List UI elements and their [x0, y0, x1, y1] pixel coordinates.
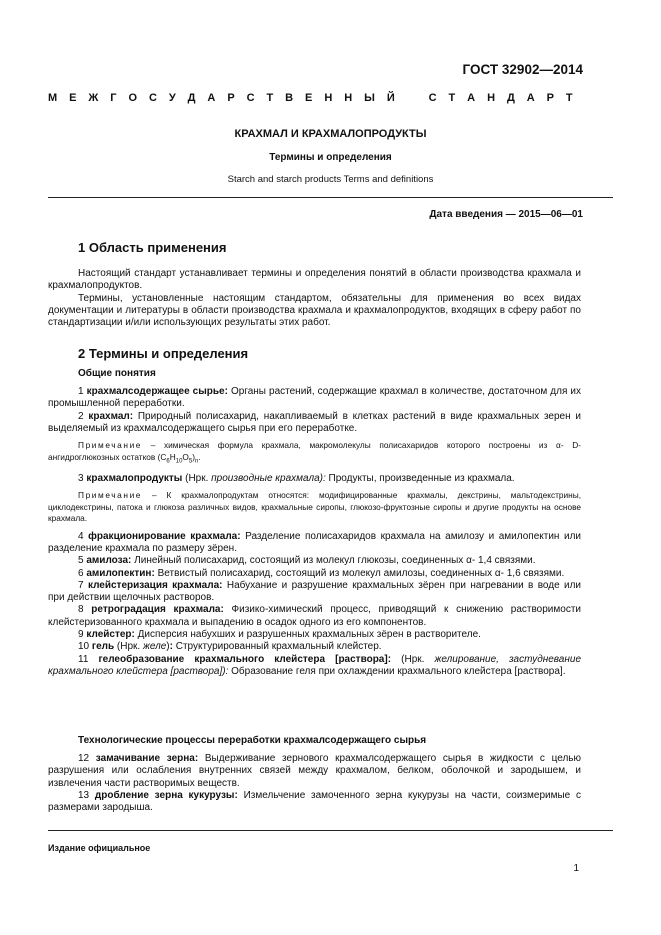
section-1-body — [48, 268, 581, 329]
terms-list-general — [48, 386, 581, 678]
heading-letter: О — [128, 92, 138, 104]
title-divider — [48, 197, 613, 198]
official-edition-label: Издание официальное — [48, 843, 151, 853]
term-11: 11 гелеобразование крахмального клейстера [раствора]: (Нрк. желирование, застудневание крахмального клейстера [раствора]): Образование геля при охлаждении крахмального клейстера [раствора]. — [48, 653, 581, 677]
heading-letter: Е — [69, 92, 77, 104]
scope-paragraph-2: Термины, установленные настоящим стандартом, обязательны для применения во всех видах документации и литературы в области производства крахмала и крахмалопродуктов, входящих в сферу работ по стандартизации и/или использующих результаты этих работ. — [48, 292, 581, 329]
document-title: КРАХМАЛ И КРАХМАЛОПРОДУКТЫ — [234, 128, 427, 140]
term-9: 9 клейстер: Дисперсия набухших и разрушенных крахмальных зёрен в растворителе. — [78, 629, 481, 641]
section-1-heading: 1 Область применения — [78, 240, 227, 255]
term-12: 12 замачивание зерна: Выдерживание зернового крахмалсодержащего сырья в жидкости с целью разрушения или ослабления внутренних связей между крахмалом, белком, оболочкой и зародышем, и извлечения части растворимых веществ. — [48, 753, 581, 789]
introduction-date: Дата введения — 2015—06—01 — [429, 209, 583, 220]
heading-letter: Д — [506, 92, 515, 104]
heading-letter: Й — [386, 92, 395, 104]
heading-letter: Н — [324, 92, 333, 104]
heading-letter: Ж — [88, 92, 99, 104]
general-concepts-subheading: Общие понятия — [78, 368, 156, 379]
heading-letter: У — [168, 92, 176, 104]
heading-letter: Е — [305, 92, 313, 104]
heading-letter: Д — [187, 92, 196, 104]
term-5: 5 амилоза: Линейный полисахарид, состоящий из молекул глюкозы, соединенных α- 1,4 связями. — [78, 555, 536, 567]
heading-letter: А — [467, 92, 476, 104]
document-number: ГОСТ 32902—2014 — [462, 62, 583, 77]
term-13: 13 дробление зерна кукурузы: Измельчение замоченного зерна кукурузы на части, соизмеримые с размерами зародыша. — [48, 789, 581, 814]
technological-processes-subheading: Технологические процессы переработки крахмалсодержащего сырья — [78, 735, 427, 746]
heading-letter: Ы — [364, 92, 375, 104]
heading-letter: В — [285, 92, 294, 104]
heading-letter: С — [246, 92, 255, 104]
heading-letter: Н — [344, 92, 353, 104]
heading-letter — [407, 92, 417, 104]
heading-letter: С — [428, 92, 437, 104]
heading-letter: С — [148, 92, 157, 104]
term-1: 1 крахмалсодержащее сырье: Органы растений, содержащие крахмал в количестве, достаточном для их промышленной переработки. — [48, 386, 581, 410]
term-2: 2 крахмал: Природный полисахарид, накапливаемый в клетках растений в виде крахмальных зерен и выделяемый из крахмалсодержащего сырья при его переработке. — [48, 410, 582, 434]
heading-letter: Т — [448, 92, 456, 104]
heading-letter: А — [526, 92, 535, 104]
scope-paragraph-1: Настоящий стандарт устанавливает термины и определения понятий в области производства крахмала и крахмалопродуктов. — [48, 268, 581, 292]
note-2: Примечание – К крахмалопродуктам относятся: модифицированные крахмалы, декстрины, мальтодекстрины, циклодекстрины, патока и глюкоза различных видов, крахмальные сиропы, глюкозо-фруктозные сиропы и другие продукты на основе крахмала. — [48, 490, 581, 524]
interstate-standard-heading — [48, 92, 573, 104]
heading-letter: Т — [565, 92, 573, 104]
heading-letter: Г — [110, 92, 117, 104]
section-2-heading: 2 Термины и определения — [78, 346, 249, 361]
heading-letter: Р — [546, 92, 554, 104]
term-7: 7 клейстеризация крахмала: Набухание и разрушение крахмальных зёрен при нагревании в воде или при действии щелочных растворов. — [48, 579, 582, 604]
term-6: 6 амилопектин: Ветвистый полисахарид, состоящий из молекул амилозы, соединенных α- 1,6 связями. — [78, 567, 565, 579]
term-3: 3 крахмалопродукты (Нрк. производные крахмала): Продукты, произведенные из крахмала. — [78, 472, 515, 484]
note-1: Примечание – химическая формула крахмала, макромолекулы полисахаридов которого построены из α- D- ангидроглюкозных остатков $(C_6H_{10}O_5)_n$. — [48, 440, 581, 465]
english-title: Starch and starch products Terms and definitions — [227, 174, 434, 185]
heading-letter: Н — [487, 92, 496, 104]
term-4: 4 фракционирование крахмала: Разделение полисахаридов крахмала на амилозу и амилопектин или разделение крахмала по размеру зёрен. — [48, 530, 582, 554]
term-8: 8 ретроградация крахмала: Физико-химический процесс, приводящий к снижению растворимости клейстеризованного крахмала и выпадению в осадок одного из его компонентов. — [48, 604, 581, 628]
heading-letter: М — [48, 92, 58, 104]
term-10: 10 гель (Нрк. желе): Структурированный крахмальный клейстер. — [78, 641, 382, 653]
page-number: 1 — [573, 863, 579, 874]
terms-list-technological — [48, 753, 581, 814]
footer-divider — [48, 830, 613, 831]
heading-letter: Т — [266, 92, 274, 104]
document-subtitle: Термины и определения — [269, 152, 392, 163]
heading-letter: Р — [227, 92, 235, 104]
heading-letter: А — [207, 92, 216, 104]
